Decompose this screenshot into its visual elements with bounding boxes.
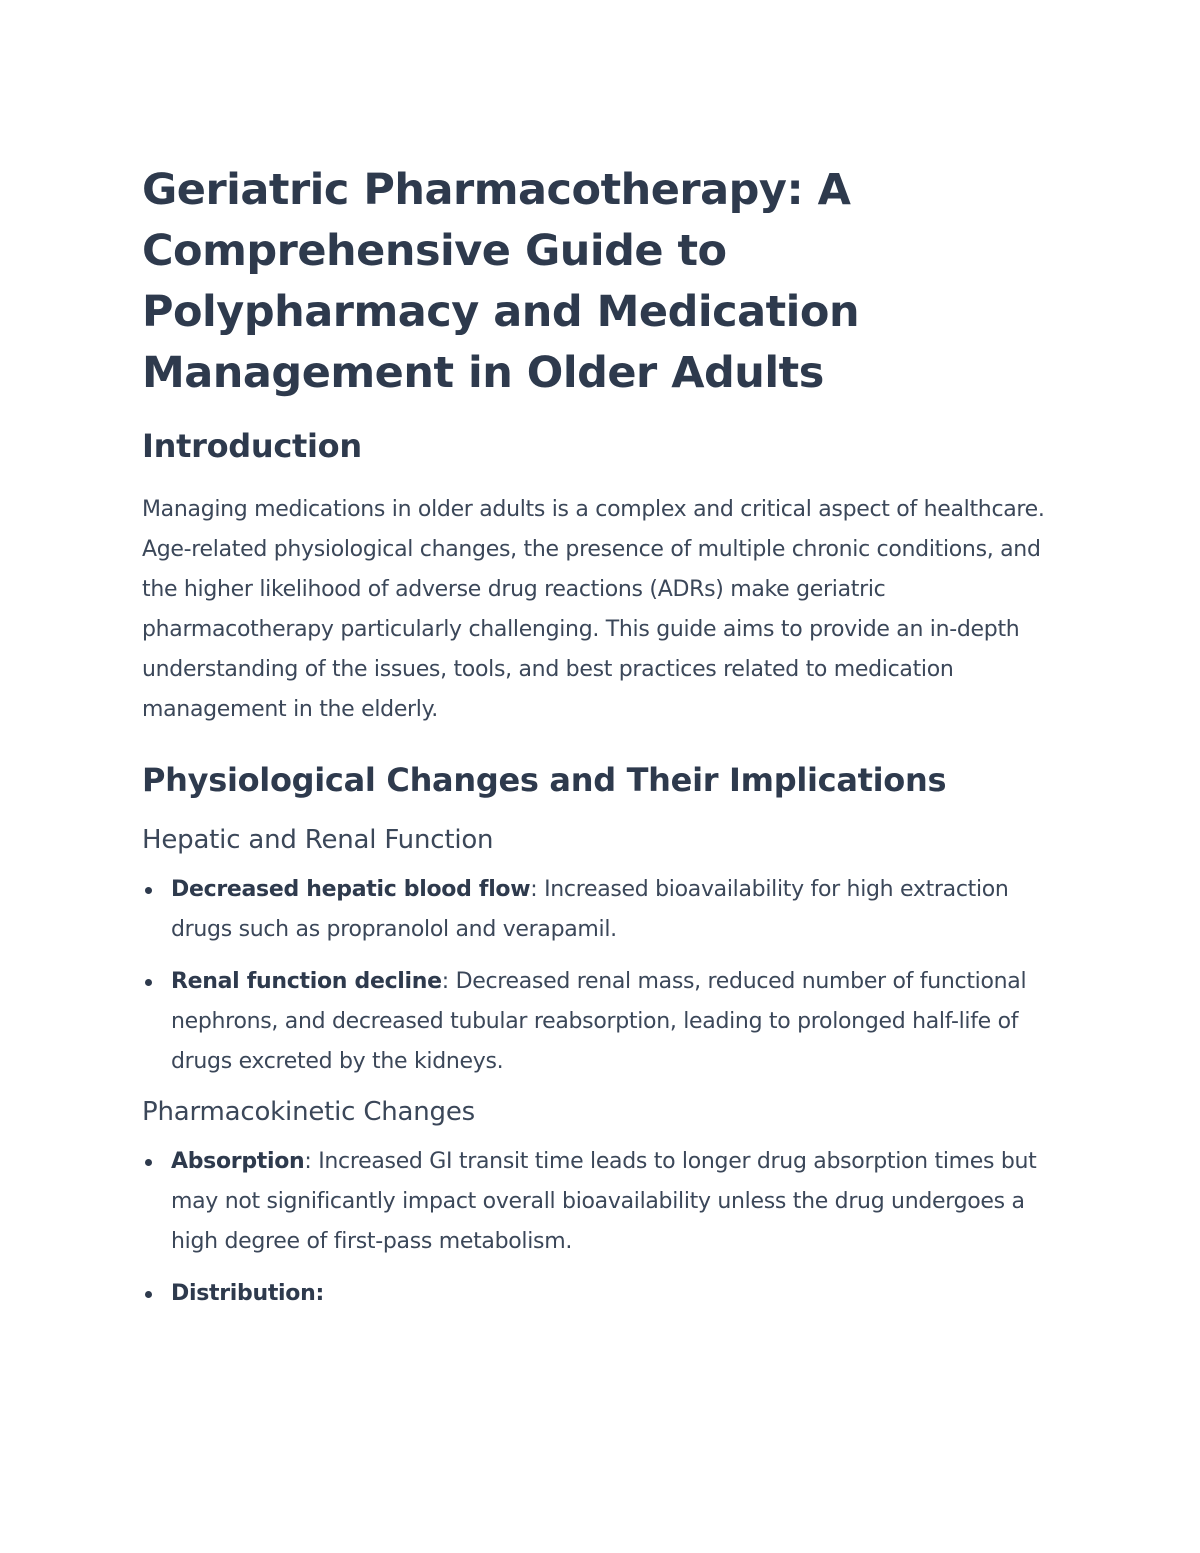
document-title: Geriatric Pharmacotherapy: A Comprehensive Guide to Polypharmacy and Medication Management in Older Adults: [142, 165, 860, 398]
section-heading-introduction: Introduction: [142, 427, 362, 465]
bullet-icon: [145, 887, 152, 894]
subsection-heading-hepatic-renal: Hepatic and Renal Function: [142, 825, 494, 855]
list-item-term: Renal function decline: [171, 969, 442, 994]
list-item: [142, 962, 1072, 1082]
hepatic-renal-list: [142, 870, 1072, 1082]
list-item-text: : Decreased renal mass, reduced number of functional nephrons, and decreased tubular reabsorption, leading to prolonged half-life of drugs excreted by the kidneys.: [171, 969, 1027, 1074]
bullet-icon: [145, 979, 152, 986]
section-heading-physiological-changes: Physiological Changes and Their Implications: [142, 761, 947, 799]
introduction-paragraph: Managing medications in older adults is a complex and critical aspect of healthcare. Age-related physiological changes, the presence of multiple chronic conditions, and the higher likelihood of adverse drug reactions (ADRs) make geriatric pharmacotherapy particularly challenging. This guide aims to provide an in-depth understanding of the issues, tools, and best practices related to medication management in the elderly.: [142, 497, 1045, 722]
list-item-text: : Increased GI transit time leads to longer drug absorption times but may not significantly impact overall bioavailability unless the drug undergoes a high degree of first-pass metabolism.: [171, 1149, 1037, 1254]
list-item: [142, 870, 1072, 950]
document-page: [142, 160, 1072, 1326]
list-item-term: Decreased hepatic blood flow: [171, 877, 531, 902]
list-item: [142, 1142, 1072, 1262]
subsection-heading-pharmacokinetic: Pharmacokinetic Changes: [142, 1097, 476, 1127]
list-item: [142, 1274, 1072, 1314]
list-item-text: : Increased bioavailability for high extraction drugs such as propranolol and verapamil.: [171, 877, 1009, 942]
bullet-icon: [145, 1159, 152, 1166]
list-item-term: Distribution:: [171, 1281, 324, 1306]
list-item-term: Absorption: [171, 1149, 305, 1174]
pharmacokinetic-list: [142, 1142, 1072, 1314]
bullet-icon: [145, 1291, 152, 1298]
